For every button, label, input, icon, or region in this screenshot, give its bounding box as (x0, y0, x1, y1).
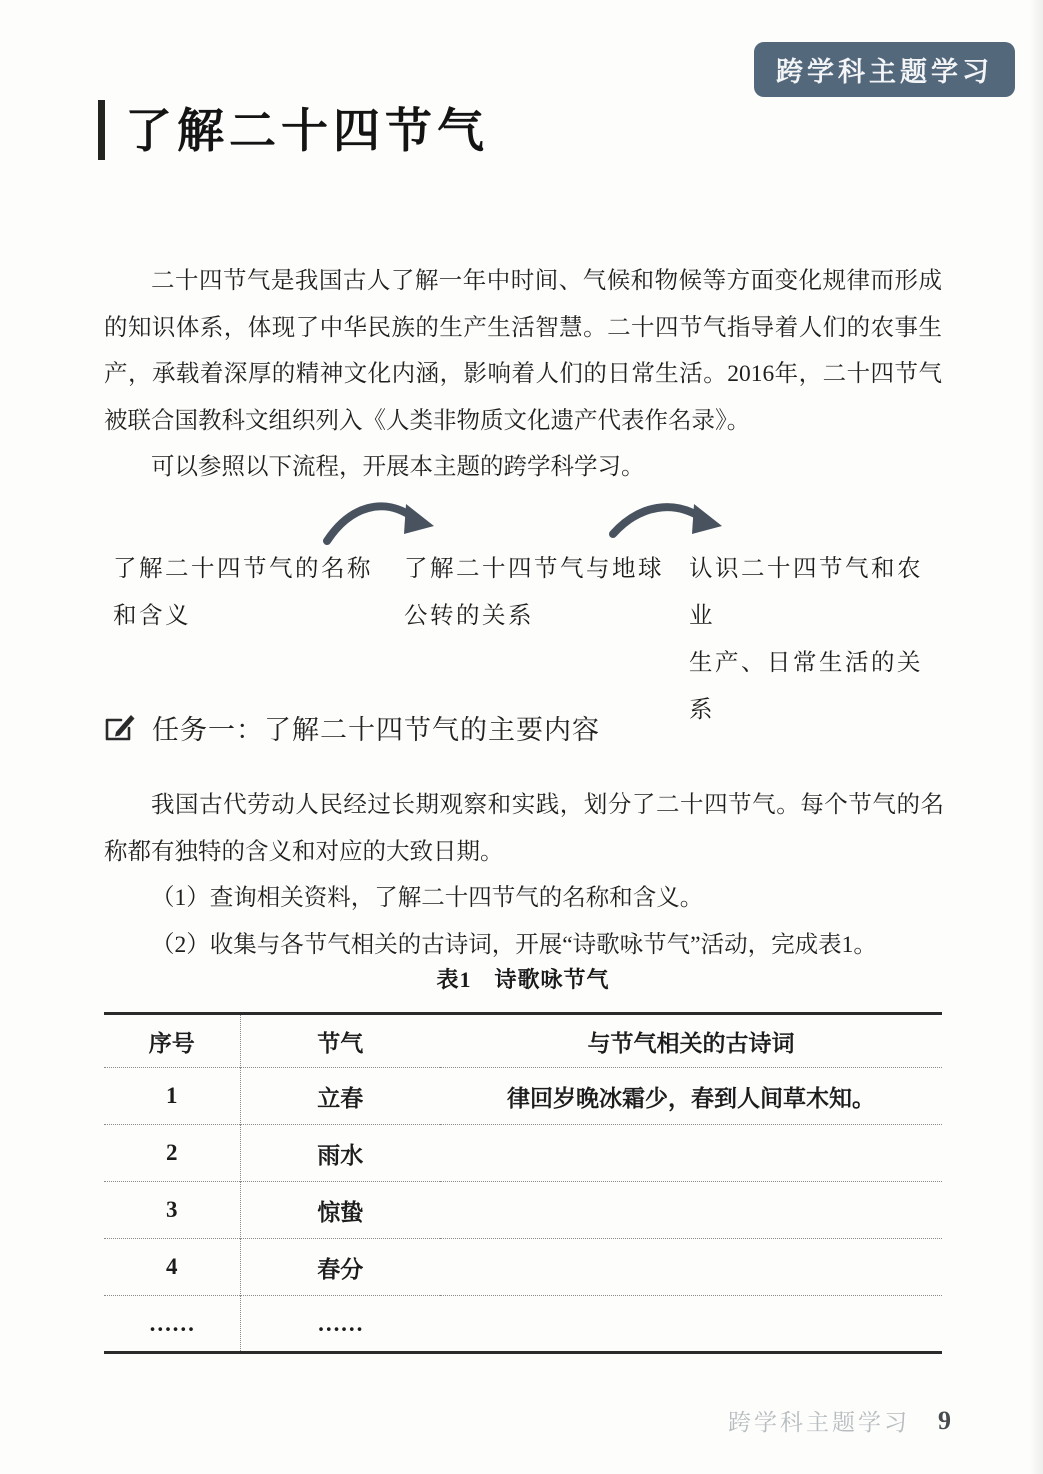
curved-arrow-right-icon (322, 488, 437, 555)
table-header-poem: 与节气相关的古诗词 (587, 1030, 795, 1056)
cell-number: 3 (104, 1182, 240, 1239)
page-footer (728, 1404, 951, 1437)
cell-number: 1 (104, 1068, 240, 1125)
scan-edge-shading (1029, 0, 1043, 1474)
intro-section (104, 258, 942, 491)
task-body (104, 782, 944, 968)
table-row (104, 1125, 942, 1182)
flow-step-3-line2: 生产、日常生活的关系 (689, 650, 923, 723)
intro-paragraph-1: 二十四节气是我国古人了解一年中时间、气候和物候等方面变化规律而形成的知识体系，体现了中华民族的生产生活智慧。二十四节气指导着人们的农事生产，承载着深厚的精神文化内涵，影响着人们的日常生活。2016年，二十四节气被联合国教科文组织列入《人类非物质文化遗产代表作名录》。 (104, 268, 942, 434)
title-block (98, 94, 489, 161)
cell-number: 2 (104, 1125, 240, 1182)
poem-table (104, 1012, 942, 1354)
cell-term: 雨水 (317, 1142, 364, 1168)
flow-step-2 (404, 546, 664, 640)
page-number: 9 (938, 1405, 951, 1435)
cell-poem: 律回岁晚冰霜少，春到人间草木知。 (507, 1085, 875, 1111)
task-heading (102, 708, 600, 747)
intro-paragraph-2: 可以参照以下流程，开展本主题的跨学科学习。 (151, 454, 645, 480)
table-row (104, 1239, 942, 1296)
cell-poem (440, 1239, 942, 1296)
task-heading-text: 任务一：了解二十四节气的主要内容 (152, 715, 600, 745)
title-accent-bar (98, 100, 105, 160)
task-paragraph: 我国古代劳动人民经过长期观察和实践，划分了二十四节气。每个节气的名称都有独特的含义和对应的大致日期。 (104, 792, 944, 865)
pen-task-icon (102, 711, 136, 745)
flow-step-3-line1: 认识二十四节气和农业 (689, 556, 923, 629)
flow-step-2-line2: 公转的关系 (404, 603, 534, 629)
page-title: 了解二十四节气 (125, 106, 489, 158)
table-header-row (104, 1014, 942, 1068)
flow-step-2-line1: 了解二十四节气与地球 (404, 556, 664, 582)
footer-label: 跨学科主题学习 (728, 1409, 910, 1435)
table-header-number: 序号 (104, 1014, 240, 1068)
cell-term: 惊蛰 (317, 1199, 364, 1225)
cell-poem (440, 1182, 942, 1239)
cell-term: …… (317, 1310, 364, 1336)
task-item-2: （2）收集与各节气相关的古诗词，开展“诗歌咏节气”活动，完成表1。 (151, 931, 877, 958)
flow-step-3 (689, 546, 939, 734)
table-row (104, 1182, 942, 1239)
flow-step-1-line2: 和含义 (113, 603, 191, 629)
cell-term: 立春 (317, 1085, 364, 1111)
table-row (104, 1068, 942, 1125)
cell-number: 4 (104, 1239, 240, 1296)
table-row (104, 1296, 942, 1353)
flow-step-1-line1: 了解二十四节气的名称 (113, 556, 373, 582)
cell-term: 春分 (317, 1256, 364, 1282)
table-caption: 表1 诗歌咏节气 (436, 967, 610, 992)
cell-number: …… (104, 1296, 240, 1353)
corner-badge: 跨学科主题学习 (754, 42, 1015, 97)
cell-poem (440, 1296, 942, 1353)
flow-step-1 (113, 546, 373, 640)
table-header-term: 节气 (317, 1030, 364, 1056)
task-item-1: （1）查询相关资料，了解二十四节气的名称和含义。 (151, 885, 704, 911)
cell-poem (440, 1125, 942, 1182)
